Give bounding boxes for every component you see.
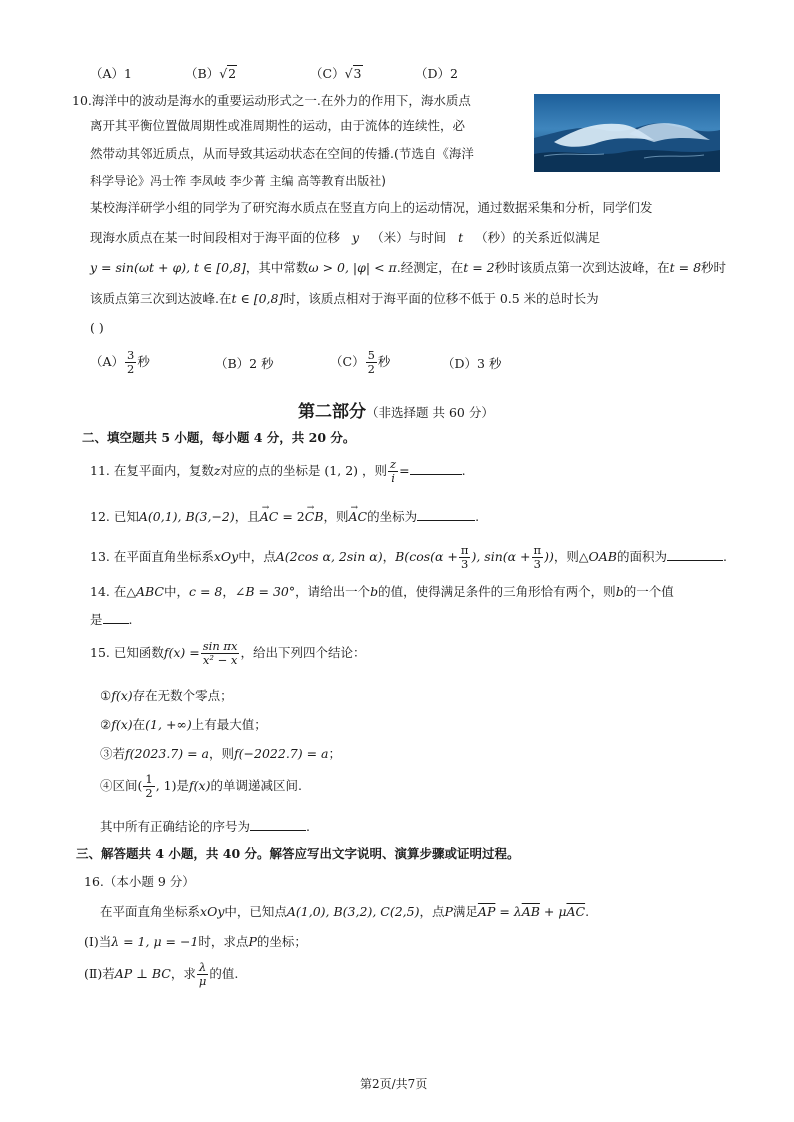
q14-line-1: 14. 在△ABC中，c = 8，∠B = 30°，请给出一个b的值，使得满足条件的三角形恰有两个，则b的一个值 [90,584,674,599]
q15-blank[interactable] [250,818,306,831]
q10-option-c: （C） $\frac{5}{2}$ 秒 [330,348,391,376]
section3-heading: 三、解答题共 4 小题，共 40 分。解答应写出文字说明、演算步骤或证明过程。 [76,846,520,861]
q13: 13. 在平面直角坐标系xOy中，点A(2cos α, 2sin α)，B(cos(α + $\frac{\pi}{3}$ ), sin(α + $\frac{\pi}{3}$ ))，则△OAB的面积为 . [90,543,727,571]
q9-option-d: （D）2 [415,66,458,81]
q11-blank[interactable] [410,462,462,475]
q15-stem: 15. 已知函数f(x) = $\frac{\text{sin πx}}{\text{x² − x}}$ ，给出下列四个结论： [90,639,366,667]
q13-blank[interactable] [667,548,723,561]
q16-part-2: (Ⅱ)若AP ⊥ BC，求 $\frac{\lambda}{\mu}$ 的值. [84,960,239,988]
q15-conclusion-1: ①f(x)存在无数个零点； [100,688,233,703]
q10-line-4: 科学导论》冯士筰 李凤岐 李少菁 主编 高等教育出版社) [90,174,386,188]
q14-line-2: 是 . [90,612,133,627]
q15-conclusion-2: ②f(x)在(1, +∞)上有最大值； [100,717,267,732]
q10-line-3: 然带动其邻近质点，从而导致其运动状态在空间的传播.(节选自《海洋 [90,146,474,161]
q9-option-a: （A）1 [90,66,132,81]
q10-line-8: 该质点第三次到达波峰.在t ∈ [0,8]时，该质点相对于海平面的位移不低于 0.5 米的总时长为 [90,291,599,306]
q15-conclusion-4: ④区间( $\frac{1}{2}$ , 1)是f(x)的单调递减区间. [100,772,302,800]
part2-title: 第二部分（非选择题 共 60 分） [298,402,494,422]
q12: 12. 已知A(0,1), B(3,−2)，且→ AC = 2→ CB，则→ AC的坐标为 . [90,508,479,525]
q10-option-b: （B）2 秒 [215,356,274,371]
q16-stem: 在平面直角坐标系xOy中，已知点A(1,0), B(3,2), C(2,5)，点P满足$\overline{AP} = \lambda\overline{AB} + \mu\overline{AC}$. [100,904,590,919]
q10-option-d: （D）3 秒 [442,356,502,371]
q10-line-5: 某校海洋研学小组的同学为了研究海水质点在竖直方向上的运动情况，通过数据采集和分析，同学们发 [90,200,653,215]
q9-option-c: （C）√3 [310,66,362,81]
q16-title: 16.（本小题 9 分） [84,874,195,889]
q15-conclusion-3: ③若f(2023.7) = a，则f(−2022.7) = a； [100,746,342,761]
q10-line-6: 现海水质点在某一时间段相对于海平面的位移 y （米）与时间 t （秒）的关系近似满足 [90,230,601,245]
section2-heading: 二、填空题共 5 小题，每小题 4 分，共 20 分。 [82,430,356,445]
q10-line-1: 10.海洋中的波动是海水的重要运动形式之一.在外力的作用下，海水质点 [72,93,471,108]
q15-answer: 其中所有正确结论的序号为 . [100,819,310,834]
q10-option-a: （A） $\frac{3}{2}$ 秒 [90,348,150,376]
q11: 11. 在复平面内，复数z对应的点的坐标是 (1, 2) ，则 $\frac{z}{i}$ = . [90,457,466,485]
q14-blank[interactable] [103,611,129,624]
q12-blank[interactable] [417,508,475,521]
q16-part-1: (Ⅰ)当λ = 1, μ = −1时，求点P的坐标； [84,934,307,949]
q9-option-b: （B）√2 [185,66,237,81]
q10-answer-paren: ( ) [90,320,104,335]
page-footer: 第2页/共7页 [360,1077,428,1091]
q10-line-2: 离开其平衡位置做周期性或准周期性的运动，由于流体的连续性，必 [90,118,466,133]
ocean-wave-image [534,94,720,172]
q10-line-7: y = sin(ωt + φ), t ∈ [0,8]，其中常数ω > 0, |φ| < π.经测定，在t = 2秒时该质点第一次到达波峰，在t = 8秒时 [90,260,727,275]
